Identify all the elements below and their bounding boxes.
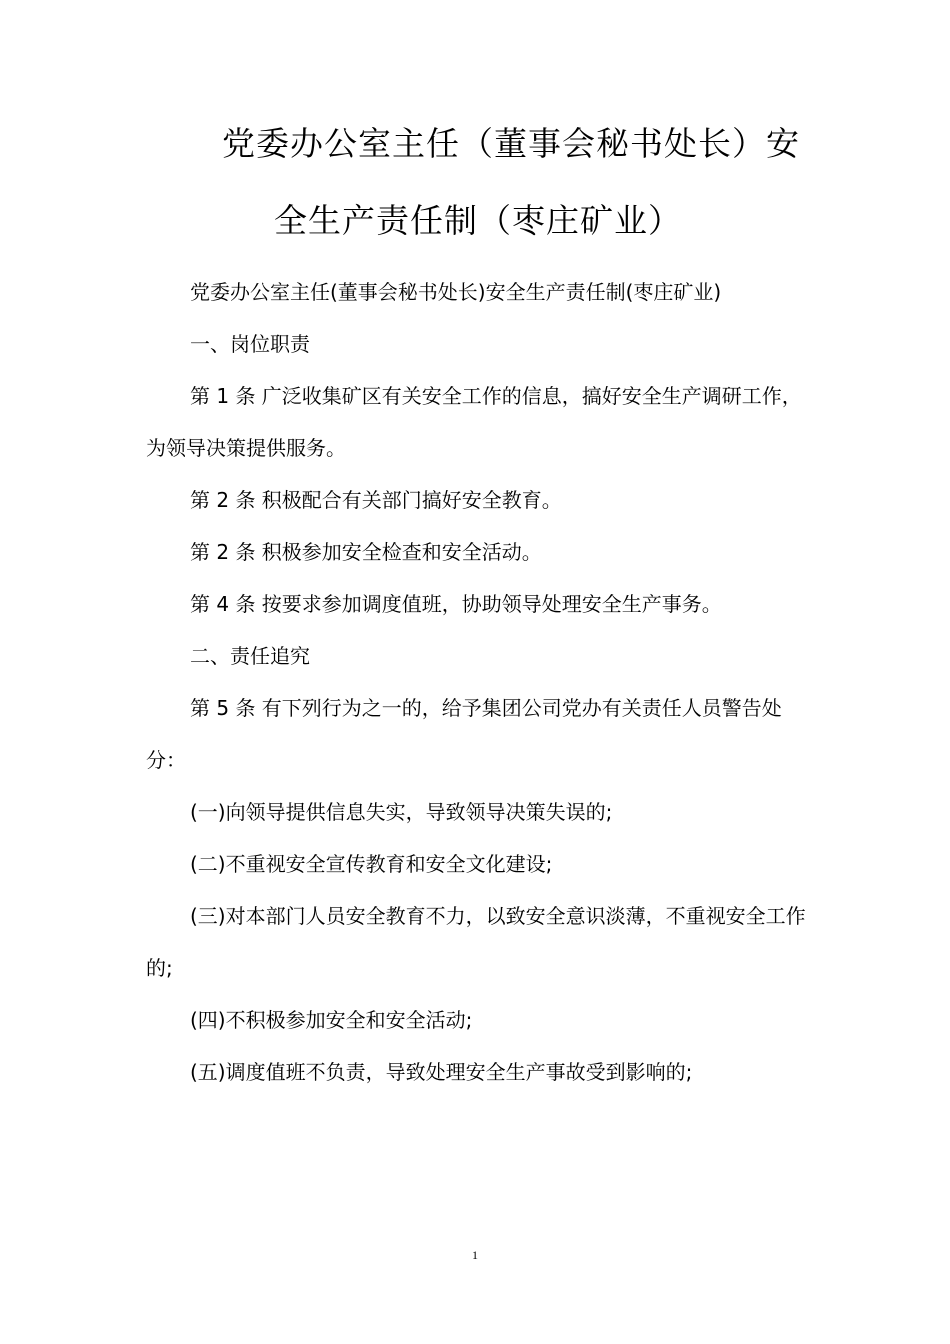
paragraph-subtitle: 党委办公室主任(董事会秘书处长)安全生产责任制(枣庄矿业): [190, 280, 722, 304]
article-2b: 第 2 条 积极参加安全检查和安全活动。: [190, 540, 542, 564]
list-item-3: (三)对本部门人员安全教育不力，以致安全意识淡薄，不重视安全工作的;: [146, 904, 806, 980]
article-5: 第 5 条 有下列行为之一的，给予集团公司党办有关责任人员警告处分：: [146, 696, 782, 772]
list-item-2: (二)不重视安全宣传教育和安全文化建设;: [190, 852, 553, 876]
document-body: [146, 266, 806, 1098]
list-item-4: (四)不积极参加安全和安全活动;: [190, 1008, 473, 1032]
document-title-line-2: 全生产责任制（枣庄矿业）: [274, 201, 682, 240]
article-1: 第 1 条 广泛收集矿区有关安全工作的信息，搞好安全生产调研工作，为领导决策提供服务。: [146, 384, 802, 460]
document-title-line-1: 党委办公室主任（董事会秘书处长）安: [222, 124, 800, 163]
list-item-5: (五)调度值班不负责，导致处理安全生产事故受到影响的;: [190, 1060, 693, 1084]
article-2a: 第 2 条 积极配合有关部门搞好安全教育。: [190, 488, 562, 512]
list-item-1: (一)向领导提供信息失实，导致领导决策失误的;: [190, 800, 613, 824]
section-heading-accountability: 二、责任追究: [190, 644, 310, 668]
article-4: 第 4 条 按要求参加调度值班，协助领导处理安全生产事务。: [190, 592, 722, 616]
section-heading-duties: 一、岗位职责: [190, 332, 310, 356]
page-number: 1: [472, 1248, 478, 1262]
